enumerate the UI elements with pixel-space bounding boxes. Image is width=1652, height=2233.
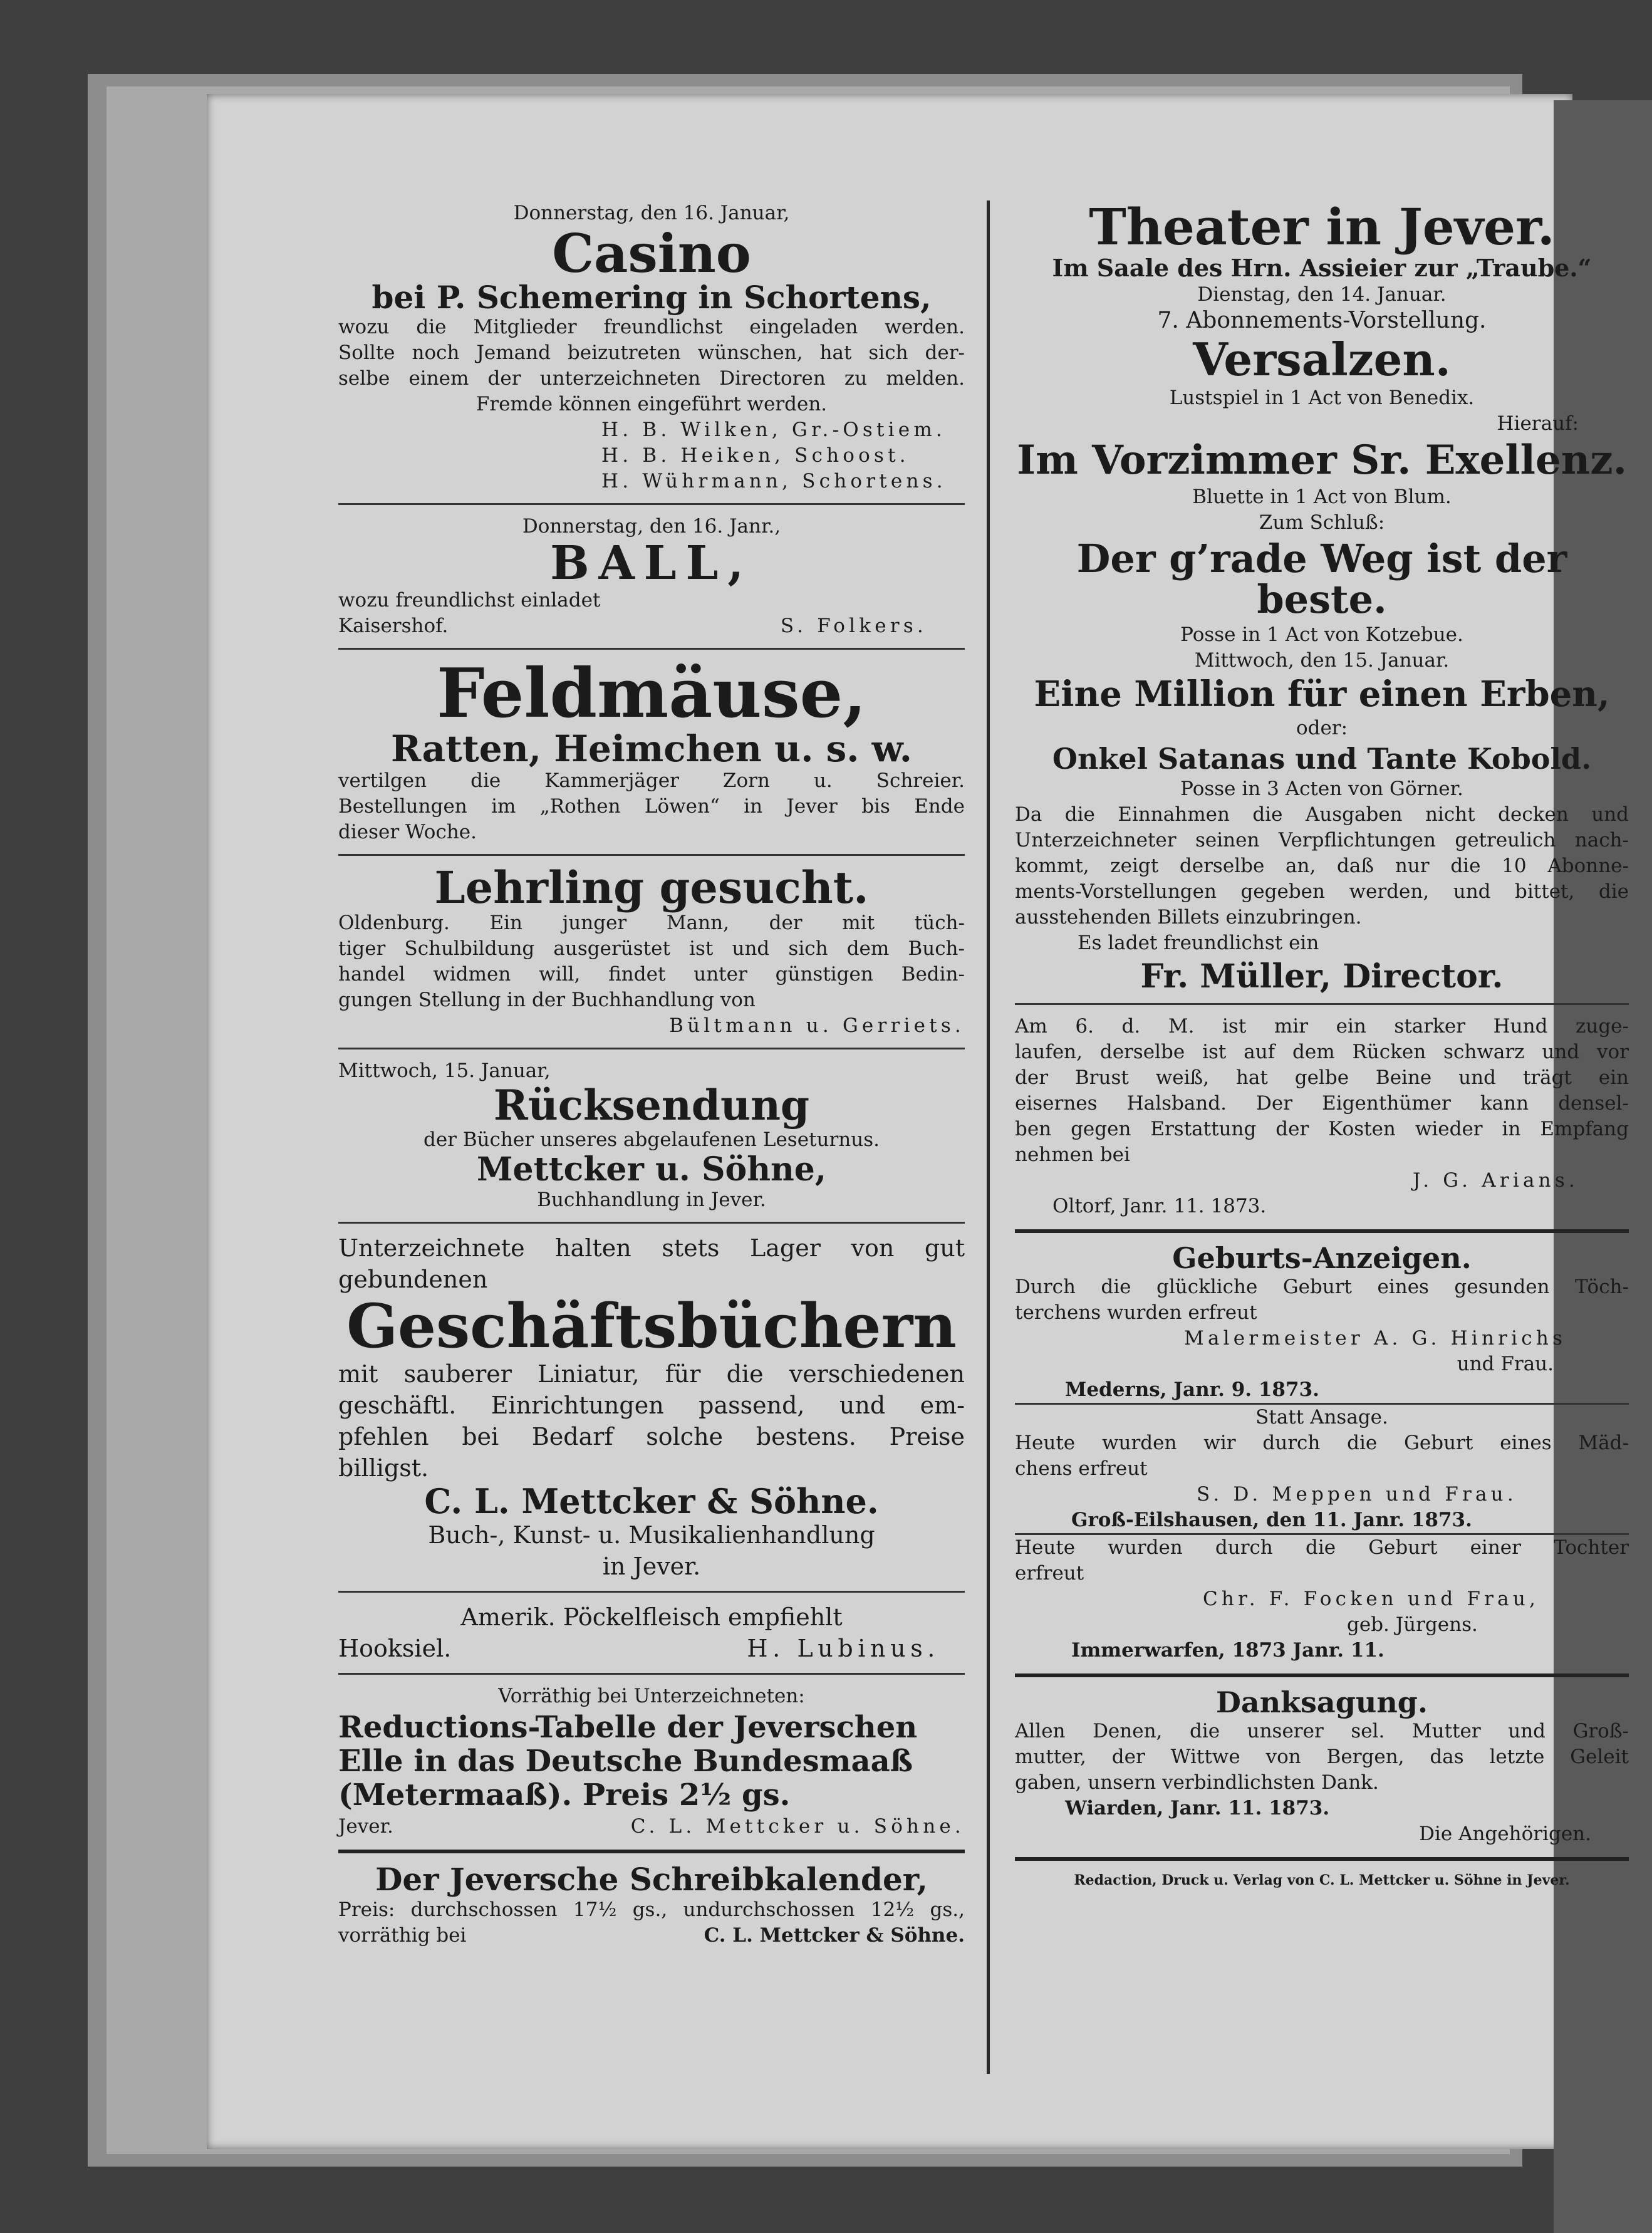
divider: [338, 1850, 965, 1853]
geburten-a1-place: Mederns, Janr. 9. 1873.: [1065, 1378, 1319, 1401]
theater-hierauf: Hierauf:: [1497, 412, 1579, 435]
geburten-a3-1: Heute wurden durch die Geburt einer Tochter: [1015, 1536, 1629, 1559]
ball-place: Kaisershof.: [338, 615, 449, 638]
theater-title: Theater in Jever.: [1089, 197, 1555, 256]
geburten-a3-place: Immerwarfen, 1873 Janr. 11.: [1071, 1638, 1384, 1662]
reductions-ad: [338, 1684, 965, 1840]
feldmaeuse-ad: [338, 654, 965, 845]
theater-play3-sub: Posse in 1 Act von Kotzebue.: [1180, 623, 1463, 646]
reductions-place: Jever.: [338, 1814, 393, 1838]
left-column: [338, 200, 965, 1949]
lehrling-text-1: Oldenburg. Ein junger Mann, der mit tüch-: [338, 912, 965, 935]
casino-text-1: wozu die Mitglieder freundlichst eingeladen werden.: [338, 315, 965, 338]
divider: [338, 503, 965, 505]
ball-invite: wozu freundlichst einladet: [338, 589, 601, 612]
lehrling-signer: Bültmann u. Gerriets.: [669, 1014, 965, 1038]
column-divider: [987, 200, 990, 2074]
theater-abo: 7. Abonnements-Vorstellung.: [1157, 307, 1487, 333]
poekel-place: Hooksiel.: [338, 1634, 452, 1662]
theater-date2: Mittwoch, den 15. Januar.: [1194, 648, 1450, 672]
lehrling-text-2: tiger Schulbildung ausgerüstet ist und sich dem Buch-: [338, 937, 965, 960]
casino-date: Donnerstag, den 16. Januar,: [513, 202, 790, 224]
geburten-ad: [1015, 1243, 1629, 1663]
ball-ad: [338, 514, 965, 640]
feldmaeuse-text-1: vertilgen die Kammerjäger Zorn u. Schreier.: [338, 769, 965, 792]
divider: [1015, 1003, 1629, 1005]
divider: [338, 854, 965, 856]
divider: [338, 1222, 965, 1224]
geschaeftsbuecher-ad: [338, 1232, 965, 1581]
casino-text-3: selbe einem der unterzeichneten Directoren zu melden.: [338, 367, 965, 390]
casino-ad: [338, 200, 965, 494]
danksagung-signer: Die Angehörigen.: [1419, 1823, 1591, 1846]
ball-signer: S. Folkers.: [780, 615, 927, 638]
gb-firm: C. L. Mettcker & Söhne.: [424, 1481, 879, 1521]
feldmaeuse-text-2: Bestellungen im „Rothen Löwen“ in Jever bis Ende: [338, 794, 965, 818]
feldmaeuse-subtitle: Ratten, Heimchen u. s. w.: [391, 727, 912, 770]
reductions-title-3: (Metermaaß). Preis 2½ gs.: [338, 1778, 791, 1813]
gb-intro-1: Unterzeichnete halten stets Lager von gut: [338, 1234, 965, 1262]
lehrling-text-4: gungen Stellung in der Buchhandlung von: [338, 989, 756, 1012]
theater-oder: oder:: [1296, 716, 1348, 739]
theater-play1-sub: Lustspiel in 1 Act von Benedix.: [1169, 387, 1475, 410]
geburten-a3-sig: Chr. F. Focken und Frau,: [1203, 1587, 1540, 1610]
geburten-a2-place: Groß-Eilshausen, den 11. Janr. 1873.: [1071, 1508, 1472, 1531]
ruecksendung-ad: [338, 1058, 965, 1213]
hund-text-3: der Brust weiß, hat gelbe Beine und trägt ein: [1015, 1066, 1629, 1089]
gb-intro-2: gebundenen: [338, 1266, 488, 1294]
reductions-intro: Vorräthig bei Unterzeichneten:: [498, 1684, 805, 1707]
ruecksendung-firm-sub: Buchhandlung in Jever.: [537, 1189, 766, 1212]
lehrling-ad: [338, 861, 965, 1039]
theater-play1: Versalzen.: [1193, 332, 1451, 386]
schreibkalender-ad: [338, 1860, 965, 1949]
gb-text-3: pfehlen bei Bedarf solche bestens. Preise: [338, 1422, 965, 1450]
divider: [338, 1673, 965, 1675]
theater-date: Dienstag, den 14. Januar.: [1197, 283, 1447, 306]
theater-play2: Im Vorzimmer Sr. Exellenz.: [1017, 437, 1627, 484]
reductions-title-1: Reductions-Tabelle der Jeverschen: [338, 1709, 918, 1745]
casino-signer-3: H. Wührmann, Schortens.: [601, 469, 947, 492]
hund-text-2: laufen, derselbe ist auf dem Rücken schwarz und vor: [1015, 1040, 1629, 1063]
hund-place-date: Oltorf, Janr. 11. 1873.: [1052, 1194, 1267, 1217]
theater-play2-sub: Bluette in 1 Act von Blum.: [1192, 485, 1452, 508]
poekel-line: Amerik. Pöckelfleisch empfiehlt: [460, 1603, 843, 1631]
gb-text-2: geschäftl. Einrichtungen passend, und em-: [338, 1391, 965, 1419]
ruecksendung-date: Mittwoch, 15. Januar,: [338, 1059, 551, 1083]
schreibkalender-title: Der Jeversche Schreibkalender,: [375, 1860, 928, 1898]
geburten-a3-sig2: geb. Jürgens.: [1347, 1613, 1478, 1636]
hund-signer: J. G. Arians.: [1412, 1169, 1579, 1192]
theater-notice-4: ments-Vorstellungen gegeben werden, und bittet, die: [1015, 880, 1629, 903]
theater-play4: Eine Million für einen Erben,: [1034, 673, 1610, 715]
gb-text-4: billigst.: [338, 1454, 429, 1482]
casino-signer-2: H. B. Heiken, Schoost.: [601, 444, 910, 467]
poekel-sign-row: [338, 1633, 965, 1664]
gb-firm-sub-1: Buch-, Kunst- u. Musikalienhandlung: [428, 1521, 875, 1549]
lehrling-text-3: handel widmen will, findet unter günstigen Bedin-: [338, 963, 965, 986]
casino-host: bei P. Schemering in Schortens,: [371, 279, 932, 316]
schreibkalender-text2: vorräthig bei: [338, 1924, 467, 1947]
theater-subtitle: Im Saale des Hrn. Assieier zur „Traube.“: [1052, 254, 1592, 282]
right-column: [1015, 197, 1629, 1890]
theater-ad: [1015, 197, 1629, 996]
theater-notice-5: ausstehenden Billets einzubringen.: [1015, 905, 1362, 929]
hund-ad: [1015, 1014, 1629, 1219]
theater-zum-schluss: Zum Schluß:: [1259, 511, 1385, 534]
theater-notice-1: Da die Einnahmen die Ausgaben nicht decken und: [1015, 803, 1629, 826]
hund-text-4: eisernes Halsband. Der Eigenthümer kann densel-: [1015, 1091, 1629, 1115]
casino-title: Casino: [552, 222, 751, 284]
hund-text-5: ben gegen Erstattung der Kosten wieder in Empfang: [1015, 1117, 1629, 1140]
hund-text-1: Am 6. d. M. ist mir ein starker Hund zuge-: [1015, 1014, 1629, 1038]
reductions-title-2: Elle in das Deutsche Bundesmaaß: [338, 1743, 913, 1779]
lehrling-title: Lehrling gesucht.: [434, 861, 869, 914]
schreibkalender-text: Preis: durchschossen 17½ gs., undurchschossen 12½ gs.,: [338, 1898, 965, 1922]
danksagung-place-date: Wiarden, Janr. 11. 1873.: [1065, 1797, 1330, 1820]
gb-text-1: mit sauberer Liniatur, für die verschiedenen: [338, 1360, 965, 1388]
danksagung-text-2: mutter, der Wittwe von Bergen, das letzte Geleit: [1015, 1746, 1629, 1769]
geburten-title: Geburts-Anzeigen.: [1172, 1241, 1472, 1275]
geburten-a1-2: terchens wurden erfreut: [1015, 1301, 1257, 1324]
divider: [338, 1048, 965, 1049]
ball-sign-row: [338, 613, 965, 639]
danksagung-title: Danksagung.: [1216, 1685, 1428, 1719]
geburten-a2-sig: S. D. Meppen und Frau.: [1197, 1482, 1517, 1506]
ball-date: Donnerstag, den 16. Janr.,: [522, 514, 781, 538]
divider: [338, 1591, 965, 1593]
geburten-a2-1: Heute wurden wir durch die Geburt eines Mäd-: [1015, 1431, 1629, 1454]
poekel-signer: H. Lubinus.: [747, 1634, 940, 1662]
ruecksendung-text: der Bücher unseres abgelaufenen Leseturnus.: [423, 1128, 880, 1152]
danksagung-text-3: gaben, unsern verbindlichsten Dank.: [1015, 1771, 1379, 1794]
ruecksendung-firm: Mettcker u. Söhne,: [476, 1150, 826, 1189]
feldmaeuse-text-3: dieser Woche.: [338, 820, 477, 843]
geburten-a3-2: erfreut: [1015, 1561, 1084, 1585]
ball-title: BALL,: [550, 536, 753, 590]
theater-play4-sub: Posse in 3 Acten von Görner.: [1180, 777, 1463, 800]
geburten-a1-sig: Malermeister A. G. Hinrichs: [1184, 1326, 1567, 1350]
geburten-a1-sig2: und Frau.: [1457, 1352, 1554, 1375]
danksagung-text-1: Allen Denen, die unserer sel. Mutter und Groß-: [1015, 1720, 1629, 1743]
casino-signer-1: H. B. Wilken, Gr.-Ostiem.: [601, 418, 946, 441]
ruecksendung-title: Rücksendung: [493, 1081, 810, 1130]
divider: [338, 648, 965, 650]
gb-title: Geschäftsbüchern: [346, 1291, 957, 1362]
geburten-a1-1: Durch die glückliche Geburt eines gesunden Töch-: [1015, 1275, 1629, 1298]
casino-text-2: Sollte noch Jemand beizutreten wünschen, hat sich der-: [338, 341, 965, 364]
divider: [1015, 1673, 1629, 1677]
divider: [1015, 1229, 1629, 1233]
feldmaeuse-title: Feldmäuse,: [437, 654, 866, 734]
theater-invite: Es ladet freundlichst ein: [1078, 931, 1319, 954]
poekelfleisch-ad: [338, 1601, 965, 1664]
theater-notice-2: Unterzeichneter seinen Verpflichtungen getreulich nach-: [1015, 828, 1629, 851]
theater-play3: Der g’rade Weg ist der beste.: [1076, 535, 1567, 622]
danksagung-ad: [1015, 1687, 1629, 1847]
schreibkalender-firm: C. L. Mettcker & Söhne.: [704, 1924, 965, 1947]
schreibkalender-sign-row: [338, 1923, 965, 1949]
theater-play4-alt: Onkel Satanas und Tante Kobold.: [1052, 741, 1592, 776]
reductions-signer: C. L. Mettcker u. Söhne.: [630, 1814, 965, 1838]
theater-director: Fr. Müller, Director.: [1140, 957, 1504, 996]
theater-notice-3: kommt, zeigt derselbe an, daß nur die 10 Abonne-: [1015, 854, 1629, 877]
gb-firm-sub-2: in Jever.: [602, 1552, 701, 1580]
hund-text-6: nehmen bei: [1015, 1143, 1130, 1166]
geburten-a2-head: Statt Ansage.: [1255, 1405, 1388, 1429]
casino-text-4: Fremde können eingeführt werden.: [475, 392, 828, 415]
reductions-sign-row: [338, 1814, 965, 1840]
impressum: Redaction, Druck u. Verlag von C. L. Mettcker u. Söhne in Jever.: [1074, 1872, 1570, 1889]
divider: [1015, 1857, 1629, 1861]
geburten-a2-2: chens erfreut: [1015, 1457, 1148, 1480]
